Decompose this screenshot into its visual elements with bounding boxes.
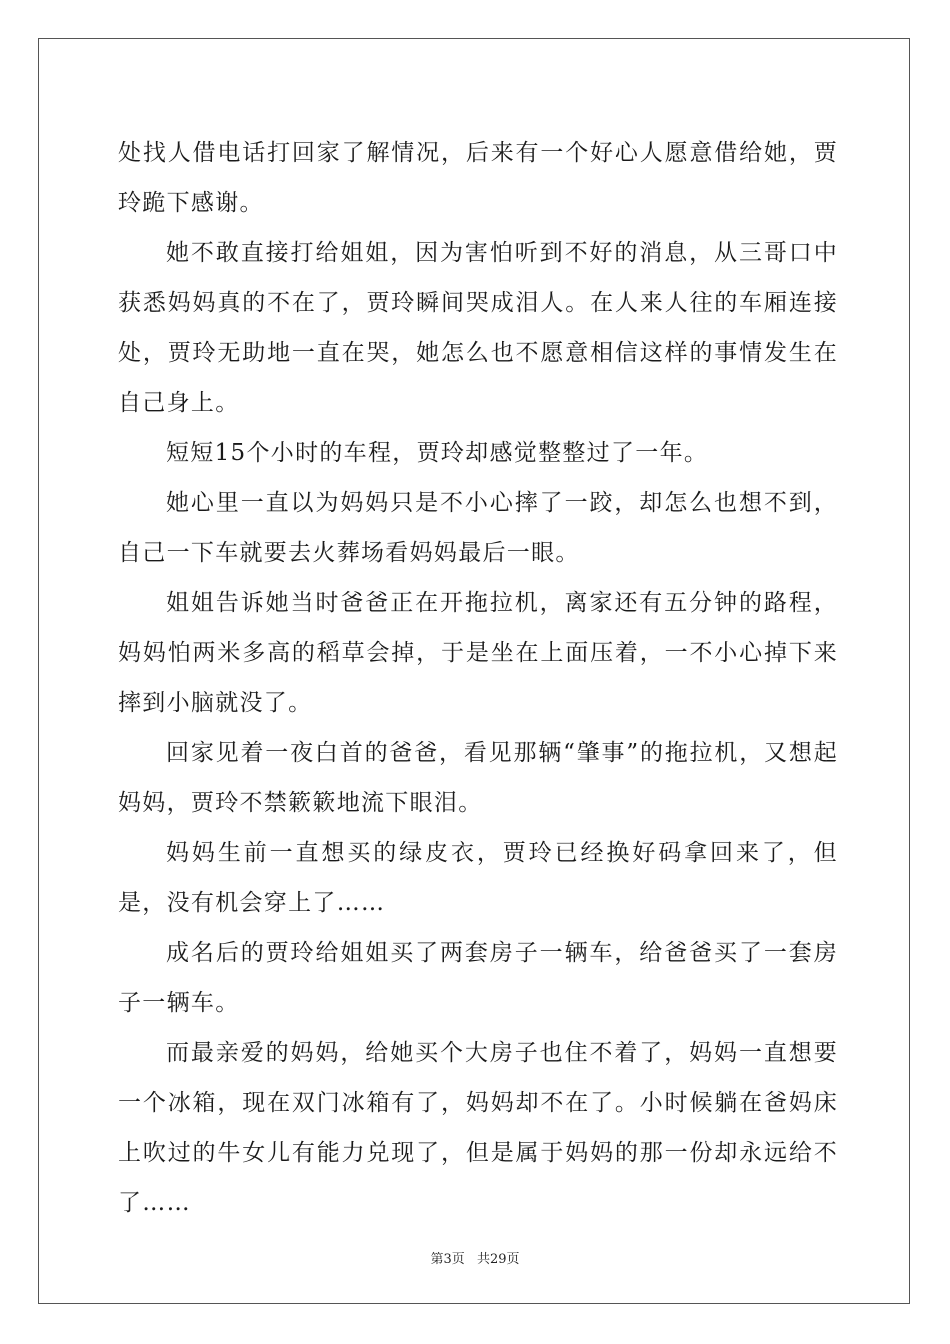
page-total: 共29页	[476, 1252, 520, 1267]
document-body	[118, 128, 838, 1228]
paragraph-5: 姐姐告诉她当时爸爸正在开拖拉机，离家还有五分钟的路程，妈妈怕两米多高的稻草会掉，于是坐在上面压着，一不小心掉下来摔到小脑就没了。	[118, 590, 838, 716]
paragraph-1: 处找人借电话打回家了解情况，后来有一个好心人愿意借给她，贾玲跪下感谢。	[118, 140, 838, 216]
page-footer	[0, 1248, 950, 1267]
paragraph-8: 成名后的贾玲给姐姐买了两套房子一辆车，给爸爸买了一套房子一辆车。	[118, 940, 838, 1016]
paragraph-7: 妈妈生前一直想买的绿皮衣，贾玲已经换好码拿回来了，但是，没有机会穿上了……	[118, 840, 838, 916]
page-number: 第3页	[430, 1252, 465, 1267]
paragraph-6: 回家见着一夜白首的爸爸，看见那辆“肇事”的拖拉机，又想起妈妈，贾玲不禁簌簌地流下眼泪。	[118, 740, 838, 816]
paragraph-4: 她心里一直以为妈妈只是不小心摔了一跤，却怎么也想不到，自己一下车就要去火葬场看妈妈最后一眼。	[118, 490, 838, 566]
paragraph-2: 她不敢直接打给姐姐，因为害怕听到不好的消息，从三哥口中获悉妈妈真的不在了，贾玲瞬间哭成泪人。在人来人往的车厢连接处，贾玲无助地一直在哭，她怎么也不愿意相信这样的事情发生在自己身上。	[118, 240, 838, 416]
paragraph-3: 短短15个小时的车程，贾玲却感觉整整过了一年。	[166, 440, 709, 466]
paragraph-9: 而最亲爱的妈妈，给她买个大房子也住不着了，妈妈一直想要一个冰箱，现在双门冰箱有了，妈妈却不在了。小时候躺在爸妈床上吹过的牛女儿有能力兑现了，但是属于妈妈的那一份却永远给不了……	[118, 1040, 838, 1216]
